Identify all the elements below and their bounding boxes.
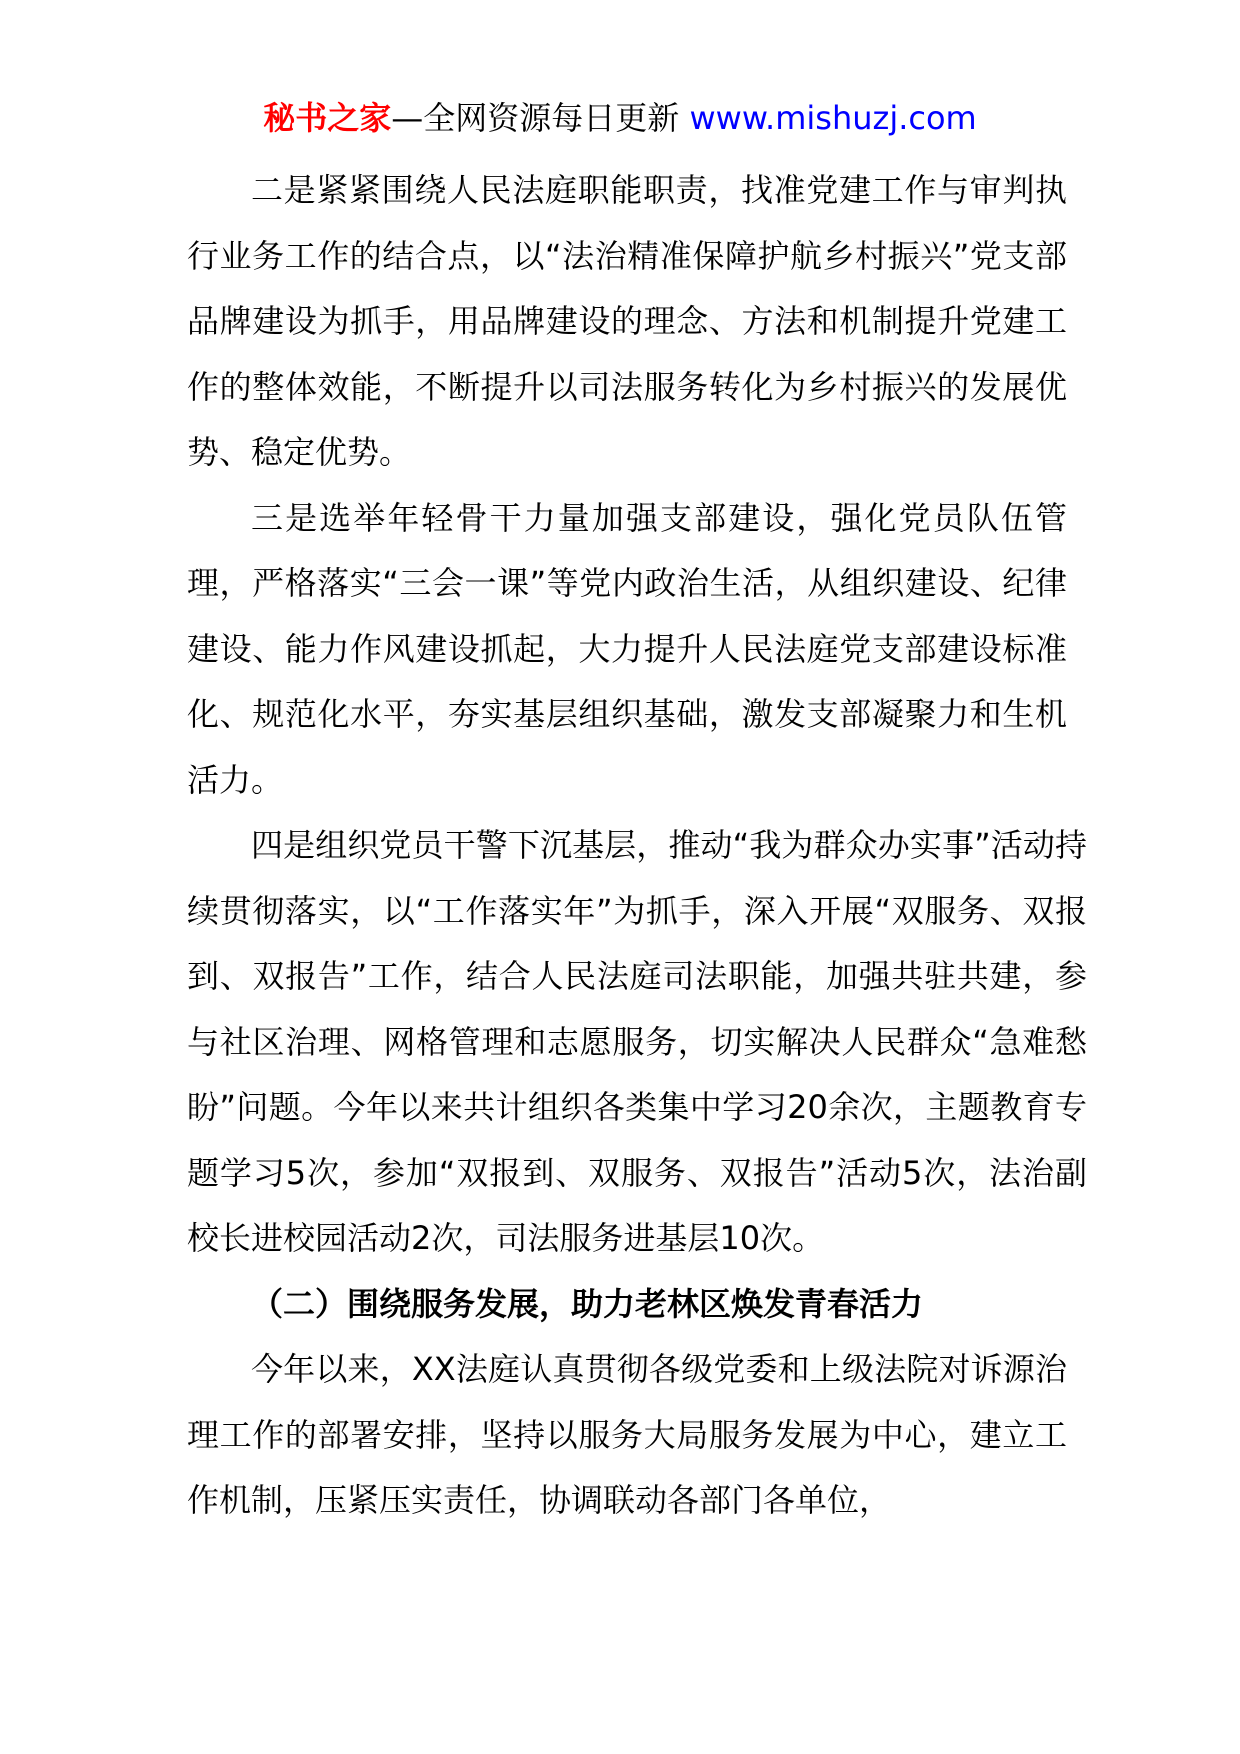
section-heading: （二）围绕服务发展，助力老林区焕发青春活力 <box>251 1284 924 1323</box>
paragraph-grassroots-service: 四是组织党员干警下沉基层，推动“我为群众办实事”活动持续贯彻落实，以“工作落实年”为抓手，深入开展“双服务、双报到、双报告”工作，结合人民法庭司法职能，加强共驻共建，参与社区治理、网格管理和志愿服务，切实解决人民群众“急难愁盼”问题。今年以来共计组织各类集中学习20余次，主题教育专题学习5次，参加“双报到、双服务、双报告”活动5次，法治副校长进校园活动2次，司法服务进基层10次。 <box>187 826 1087 1257</box>
paragraph-branch-building: 三是选举年轻骨干力量加强支部建设，强化党员队伍管理，严格落实“三会一课”等党内政治生活，从组织建设、纪律建设、能力作风建设抓起，大力提升人民法庭党支部建设标准化、规范化水平，夯实基层组织基础，激发支部凝聚力和生机活力。 <box>187 498 1067 799</box>
page-header <box>0 96 1240 140</box>
paragraph-litigation-governance: 今年以来，XX法庭认真贯彻各级党委和上级法院对诉源治理工作的部署安排，坚持以服务大局服务发展为中心，建立工作机制，压紧压实责任，协调联动各部门各单位， <box>187 1350 1067 1519</box>
document-body <box>187 158 1087 1534</box>
paragraph-party-brand: 二是紧紧围绕人民法庭职能职责，找准党建工作与审判执行业务工作的结合点，以“法治精准保障护航乡村振兴”党支部品牌建设为抓手，用品牌建设的理念、方法和机制提升党建工作的整体效能，不断提升以司法服务转化为乡村振兴的发展优势、稳定优势。 <box>187 171 1067 471</box>
site-slogan: —全网资源每日更新 <box>391 99 690 137</box>
site-brand: 秘书之家 <box>263 99 392 137</box>
site-url-link[interactable]: www.mishuzj.com <box>689 99 977 137</box>
